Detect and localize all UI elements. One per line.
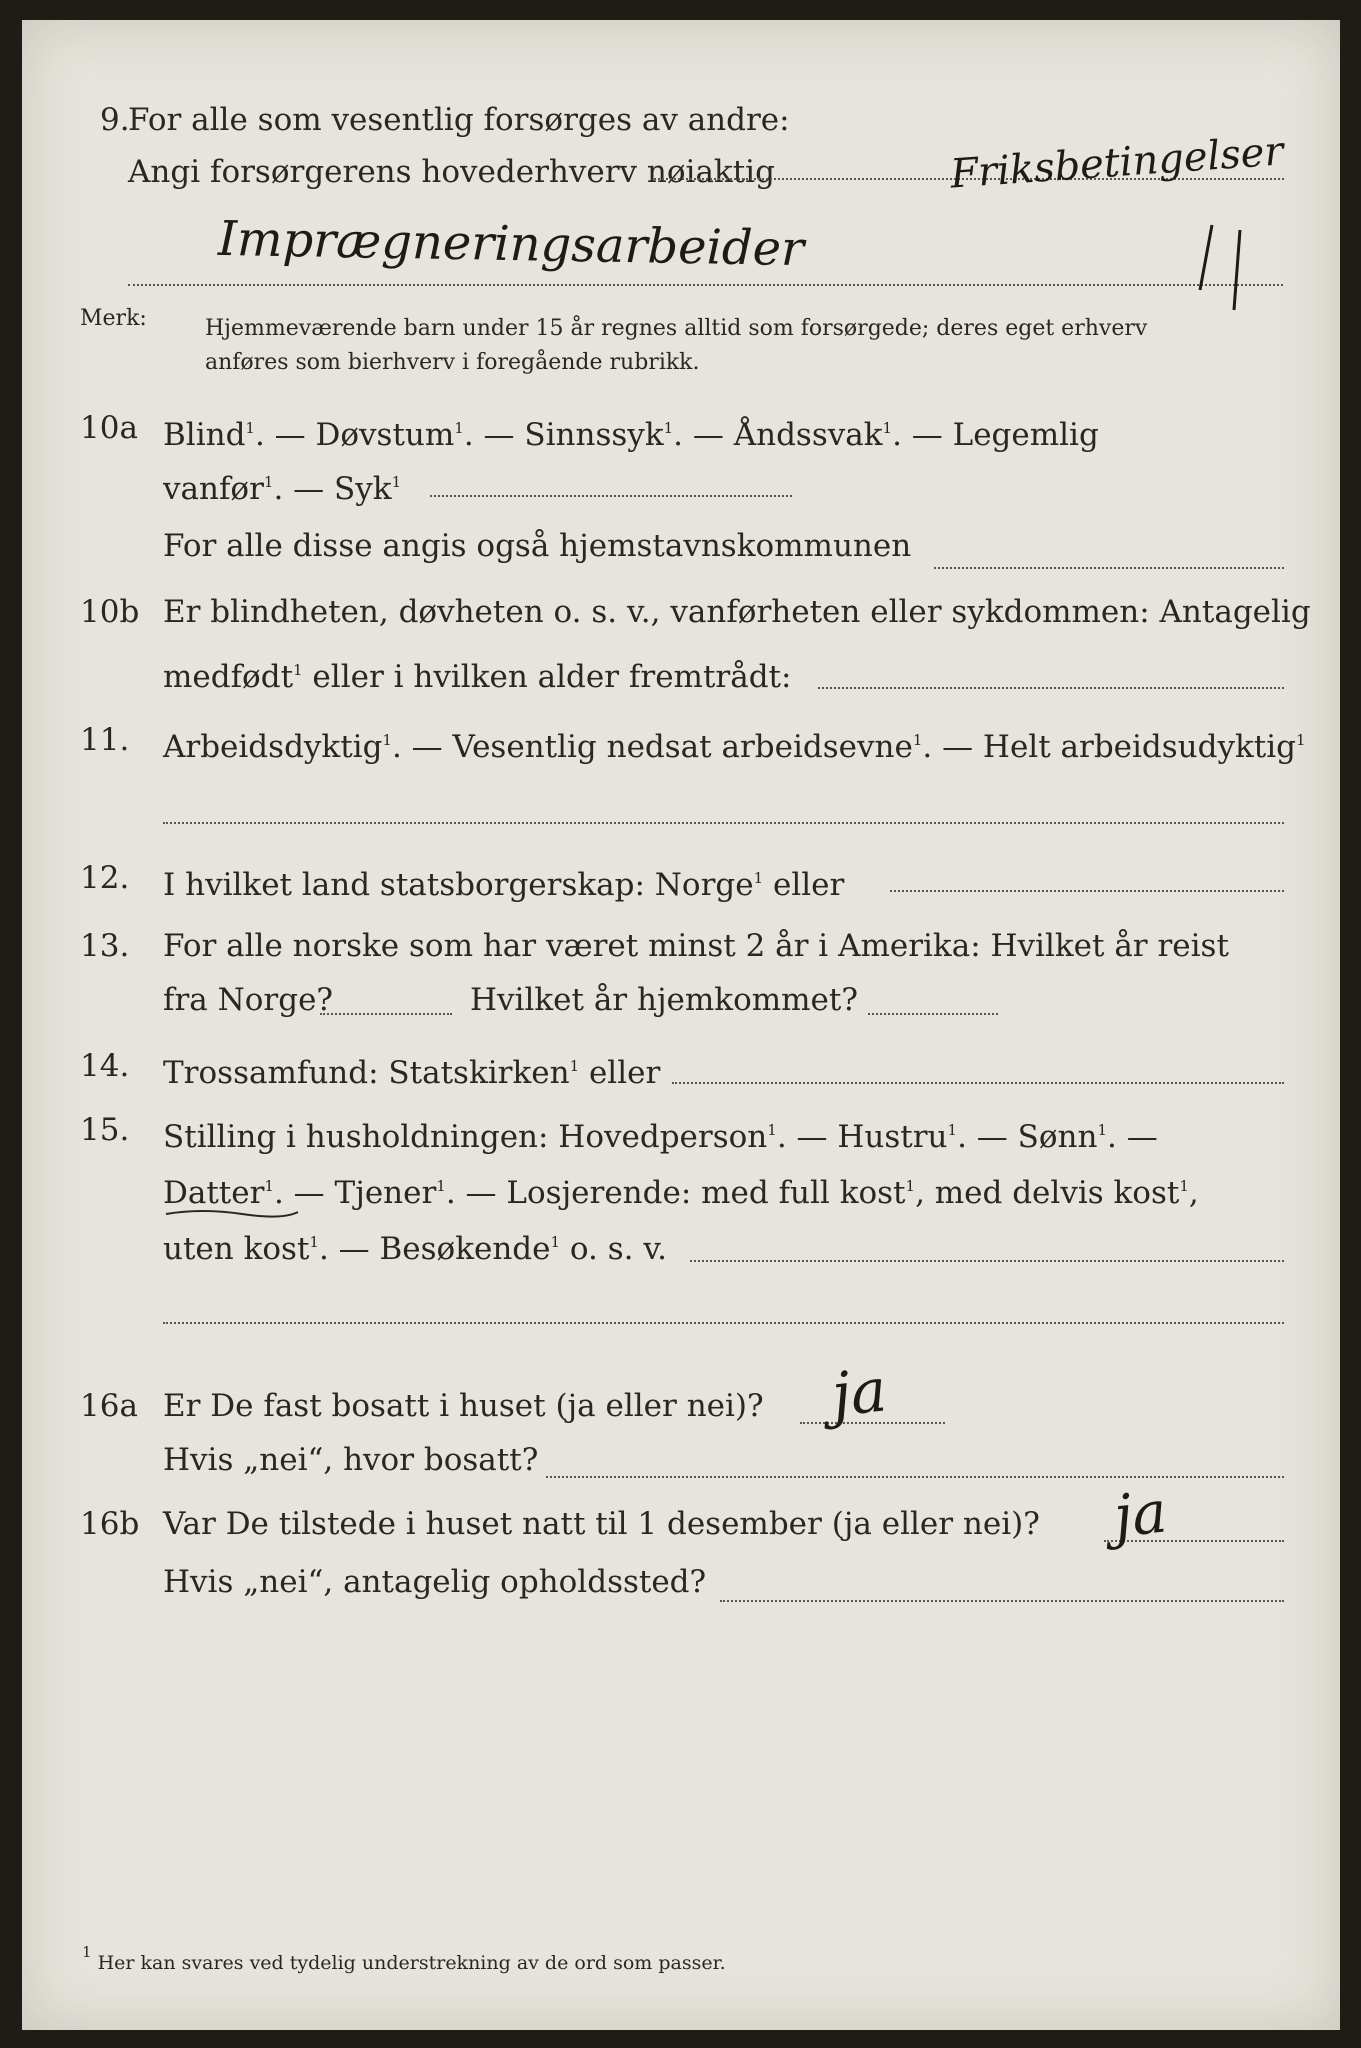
q11-arbeidsdyktig[interactable]: Arbeidsdyktig (163, 729, 383, 765)
q13-reist-answer-line[interactable] (320, 1013, 452, 1015)
q10a-line1 (163, 408, 1099, 455)
q12-norge[interactable]: I hvilket land statsborgerskap: Norge (163, 867, 754, 903)
footnote-ref: 1 (264, 1177, 274, 1195)
q13-line1: For alle norske som har været minst 2 år i Amerika: Hvilket år reist (163, 928, 1229, 964)
q15-dash: . — (1107, 1119, 1158, 1155)
q10a-syk-answer-line[interactable] (430, 495, 792, 497)
footnote-ref: 1 (882, 419, 893, 437)
q16b-handwritten-answer: ja (1110, 1477, 1170, 1551)
q16b-line1: Var De tilstede i huset natt til 1 desember (ja eller nei)? (163, 1506, 1040, 1542)
q10a-hjemstavn-answer-line[interactable] (934, 567, 1284, 569)
q9-handwritten-note: Friksbetingelser (948, 128, 1285, 198)
q16a-line2: Hvis „nei“, hvor bosatt? (163, 1442, 539, 1478)
footnote-text: Her kan svares ved tydelig understrekning av de ord som passer. (97, 1952, 726, 1974)
footnote-ref: 1 (550, 1233, 561, 1251)
q15-sonn[interactable]: . — Sønn (957, 1119, 1098, 1155)
q10b-medfodt[interactable]: medfødt (163, 659, 294, 695)
q15-line1 (163, 1110, 1158, 1157)
merk-line2: anføres som bierhverv i foregående rubrikk. (205, 350, 700, 375)
footnote-ref: 1 (767, 1121, 777, 1139)
q11-nedsat[interactable]: . — Vesentlig nedsat arbeidsevne (391, 729, 913, 765)
q14-line1 (163, 1046, 660, 1093)
q14-answer-line[interactable] (672, 1082, 1284, 1084)
q9-handwritten-marks (1182, 220, 1252, 320)
q10b-alder: eller i hvilken alder fremtrådt: (302, 659, 792, 695)
q10a-line3: For alle disse angis også hjemstavnskommunen (163, 528, 912, 564)
q16b-line2: Hvis „nei“, antagelig opholdssted? (163, 1564, 707, 1600)
footnote-ref: 1 (263, 473, 274, 491)
footnote-ref: 1 (753, 869, 764, 887)
q13-hjemkommet-answer-line[interactable] (868, 1013, 998, 1015)
q15-hustru[interactable]: . — Hustru (776, 1119, 948, 1155)
q13-line2a: fra Norge? (163, 982, 334, 1018)
q15-line3 (163, 1222, 667, 1269)
q12-eller: eller (763, 867, 845, 903)
q13-number: 13. (80, 928, 130, 964)
q15-number: 15. (80, 1112, 130, 1148)
q14-number: 14. (80, 1048, 130, 1084)
q9-line1: For alle som vesentlig forsørges av andre: (128, 102, 790, 138)
footnote-ref: 1 (436, 1177, 446, 1195)
q16b-number: 16b (80, 1506, 140, 1542)
footnote-ref: 1 (293, 661, 303, 679)
census-form-page (22, 20, 1340, 2030)
footnote-ref: 1 (569, 1057, 580, 1075)
q10a-dovstum[interactable]: . — Døvstum (254, 417, 455, 453)
footnote-ref: 1 (1097, 1121, 1108, 1139)
q15-comma: , (1188, 1175, 1199, 1211)
footnote-ref: 1 (1296, 731, 1306, 749)
q16a-handwritten-answer: ja (828, 1355, 890, 1431)
q16a-number: 16a (80, 1388, 138, 1424)
footnote-ref: 1 (309, 1233, 319, 1251)
q10a-blind[interactable]: Blind (163, 417, 246, 453)
merk-line1: Hjemmeværende barn under 15 år regnes alltid som forsørgede; deres eget erhverv (205, 316, 1148, 341)
q12-number: 12. (80, 860, 130, 896)
footnote-ref: 1 (905, 1177, 916, 1195)
q15-answer-line-2[interactable] (163, 1322, 1284, 1324)
footnote-ref: 1 (1179, 1177, 1189, 1195)
q16a-line1: Er De fast bosatt i huset (ja eller nei)? (163, 1388, 764, 1424)
q12-answer-line[interactable] (890, 890, 1284, 892)
q10a-legemlig[interactable]: . — Legemlig (892, 417, 1099, 453)
q10a-number: 10a (80, 410, 138, 446)
q15-answer-line[interactable] (690, 1260, 1284, 1262)
q15-osv: o. s. v. (560, 1231, 668, 1267)
footnote-ref: 1 (391, 473, 402, 491)
footnote (82, 1938, 726, 1977)
q10a-andssvak[interactable]: . — Åndssvak (673, 417, 883, 453)
q10a-vanfor[interactable]: vanfør (163, 471, 264, 507)
footnote-ref: 1 (912, 731, 923, 749)
footnote-ref: 1 (245, 419, 255, 437)
q9-handwritten-answer: Imprægneringsarbeider (217, 210, 805, 278)
footnote-ref: 1 (663, 419, 674, 437)
q12-line1 (163, 858, 844, 905)
q10a-syk[interactable]: . — Syk (273, 471, 392, 507)
q15-uten-kost[interactable]: uten kost (163, 1231, 310, 1267)
footnote-ref: 1 (454, 419, 464, 437)
q14-statskirken[interactable]: Trossamfund: Statskirken (163, 1055, 570, 1091)
q10b-number: 10b (80, 594, 140, 630)
q9-line2: Angi forsørgerens hovederhverv nøiaktig (128, 154, 775, 190)
q11-udyktig[interactable]: . — Helt arbeidsudyktig (922, 729, 1297, 765)
footnote-ref: 1 (382, 731, 392, 749)
q10b-line2 (163, 650, 791, 697)
q13-line2b: Hvilket år hjemkommet? (470, 982, 858, 1018)
q11-line1 (163, 720, 1306, 767)
q15-datter-underline (162, 1206, 302, 1220)
q15-besokende[interactable]: . — Besøkende (318, 1231, 551, 1267)
q10a-sinnssyk[interactable]: . — Sinnssyk (463, 417, 664, 453)
q15-datter[interactable]: Datter (163, 1175, 265, 1211)
q15-tjener[interactable]: . — Tjener (273, 1175, 437, 1211)
merk-label: Merk: (80, 306, 147, 331)
q9-number: 9. (100, 102, 130, 138)
q10a-line2 (163, 462, 401, 509)
q16a-bosatt-answer-line[interactable] (546, 1476, 1284, 1478)
q15-hovedperson[interactable]: Stilling i husholdningen: Hovedperson (163, 1119, 768, 1155)
footnote-ref: 1 (947, 1121, 958, 1139)
q16b-opholdssted-answer-line[interactable] (720, 1600, 1284, 1602)
q9-answer-line-2[interactable] (128, 284, 1283, 286)
q10b-answer-line[interactable] (818, 687, 1284, 689)
q10b-line1: Er blindheten, døvheten o. s. v., vanførheten eller sykdommen: Antagelig (163, 594, 1311, 630)
footnote-mark: 1 (82, 1943, 92, 1961)
q15-line2 (163, 1166, 1199, 1213)
q11-answer-line[interactable] (163, 822, 1284, 824)
q15-full-kost[interactable]: . — Losjerende: med full kost (445, 1175, 906, 1211)
q11-number: 11. (80, 722, 130, 758)
q14-eller: eller (579, 1055, 661, 1091)
q15-delvis-kost[interactable]: , med delvis kost (915, 1175, 1180, 1211)
